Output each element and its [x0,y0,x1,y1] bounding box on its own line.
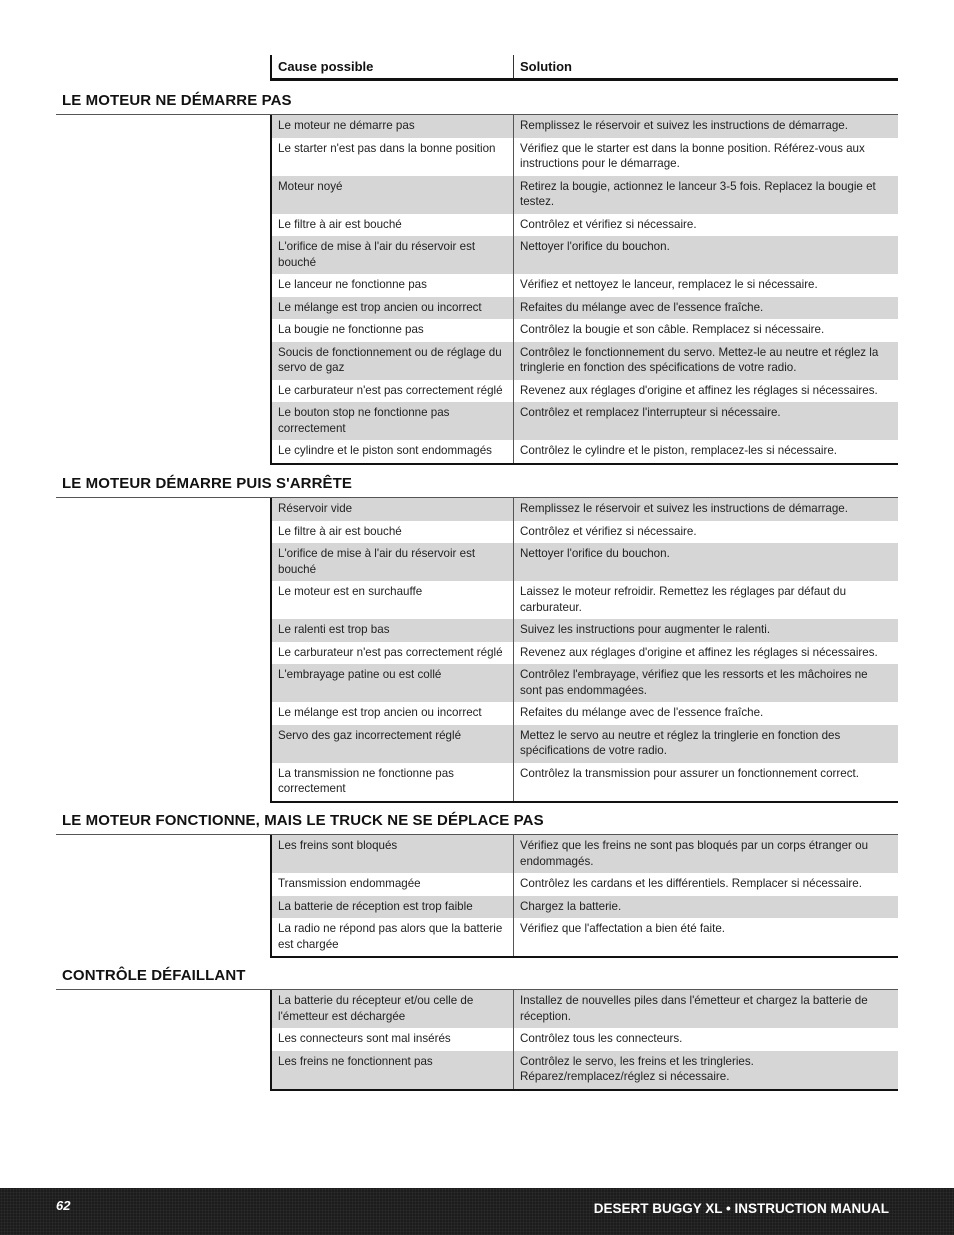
table-row [271,297,898,320]
solution-cell: Contrôlez tous les connecteurs. [514,1028,899,1051]
table-row [271,342,898,380]
section-title: LE MOTEUR FONCTIONNE, MAIS LE TRUCK NE SE DÉPLACE PAS [62,812,544,829]
solution-cell: Suivez les instructions pour augmenter le ralenti. [514,619,899,642]
solution-cell: Refaites du mélange avec de l'essence fraîche. [514,297,899,320]
solution-cell: Remplissez le réservoir et suivez les instructions de démarrage. [514,115,899,138]
solution-cell: Vérifiez que l'affectation a bien été faite. [514,918,899,957]
table-row [271,581,898,619]
table-row [271,543,898,581]
solution-column-label: Solution [520,59,572,74]
cause-cell: Le moteur est en surchauffe [271,581,514,619]
table-row [271,763,898,802]
solution-cell: Installez de nouvelles piles dans l'émetteur et chargez la batterie de réception. [514,990,899,1028]
table-row [271,440,898,464]
table-row [271,115,898,138]
cause-cell: La batterie de réception est trop faible [271,896,514,919]
cause-cell: La batterie du récepteur et/ou celle de l'émetteur est déchargée [271,990,514,1028]
cause-cell: Moteur noyé [271,176,514,214]
solution-cell: Mettez le servo au neutre et réglez la tringlerie en fonction des spécifications de votre radio. [514,725,899,763]
solution-cell: Contrôlez et remplacez l'interrupteur si nécessaire. [514,402,899,440]
table-row [271,702,898,725]
cause-cell: Transmission endommagée [271,873,514,896]
table-row [271,176,898,214]
solution-cell: Contrôlez la bougie et son câble. Remplacez si nécessaire. [514,319,899,342]
section-title: LE MOTEUR NE DÉMARRE PAS [62,92,292,109]
solution-cell: Contrôlez le servo, les freins et les tringleries. Réparez/remplacez/réglez si nécessaire. [514,1051,899,1090]
solution-cell: Nettoyer l'orifice du bouchon. [514,543,899,581]
table-row [271,236,898,274]
solution-cell: Nettoyer l'orifice du bouchon. [514,236,899,274]
solution-cell: Vérifiez que les freins ne sont pas bloqués par un corps étranger ou endommagés. [514,835,899,873]
table-row [271,873,898,896]
solution-cell: Chargez la batterie. [514,896,899,919]
table-row [271,918,898,957]
table-row [271,498,898,521]
table-row [271,896,898,919]
table-row [271,1051,898,1090]
solution-cell: Contrôlez la transmission pour assurer un fonctionnement correct. [514,763,899,802]
table-row [271,642,898,665]
section-title: LE MOTEUR DÉMARRE PUIS S'ARRÊTE [62,475,353,492]
page-number: 62 [56,1198,71,1213]
troubleshooting-table [270,115,898,465]
solution-cell: Revenez aux réglages d'origine et affinez les réglages si nécessaires. [514,380,899,403]
solution-cell: Remplissez le réservoir et suivez les instructions de démarrage. [514,498,899,521]
cause-column-header [272,55,513,78]
table-row [271,274,898,297]
cause-cell: L'orifice de mise à l'air du réservoir est bouché [271,543,514,581]
solution-cell: Refaites du mélange avec de l'essence fraîche. [514,702,899,725]
troubleshooting-table [270,990,898,1091]
solution-column-header [513,55,898,78]
section-title: CONTRÔLE DÉFAILLANT [62,967,246,984]
table-row [271,214,898,237]
table-row [271,619,898,642]
table-row [271,319,898,342]
solution-cell: Laissez le moteur refroidir. Remettez les réglages par défaut du carburateur. [514,581,899,619]
solution-cell: Vérifiez que le starter est dans la bonne position. Référez-vous aux instructions pour le démarrage. [514,138,899,176]
solution-cell: Contrôlez et vérifiez si nécessaire. [514,521,899,544]
cause-cell: Servo des gaz incorrectement réglé [271,725,514,763]
cause-cell: Le mélange est trop ancien ou incorrect [271,702,514,725]
cause-cell: Le ralenti est trop bas [271,619,514,642]
cause-cell: Le moteur ne démarre pas [271,115,514,138]
solution-cell: Contrôlez et vérifiez si nécessaire. [514,214,899,237]
cause-cell: Le bouton stop ne fonctionne pas correctement [271,402,514,440]
cause-cell: Réservoir vide [271,498,514,521]
cause-cell: La radio ne répond pas alors que la batterie est chargée [271,918,514,957]
solution-cell: Contrôlez l'embrayage, vérifiez que les ressorts et les mâchoires ne sont pas endommagées. [514,664,899,702]
solution-cell: Contrôlez le fonctionnement du servo. Mettez-le au neutre et réglez la tringlerie en fonction des spécifications de votre radio. [514,342,899,380]
cause-column-label: Cause possible [278,59,374,74]
cause-cell: L'embrayage patine ou est collé [271,664,514,702]
table-row [271,380,898,403]
cause-cell: Les freins sont bloqués [271,835,514,873]
column-header [270,55,898,81]
solution-cell: Vérifiez et nettoyez le lanceur, remplacez le si nécessaire. [514,274,899,297]
table-row [271,664,898,702]
table-row [271,521,898,544]
table-row [271,990,898,1028]
table-row [271,835,898,873]
cause-cell: Les freins ne fonctionnent pas [271,1051,514,1090]
cause-cell: Le carburateur n'est pas correctement réglé [271,642,514,665]
cause-cell: Le cylindre et le piston sont endommagés [271,440,514,464]
manual-title: DESERT BUGGY XL • INSTRUCTION MANUAL [593,1201,889,1216]
solution-cell: Revenez aux réglages d'origine et affinez les réglages si nécessaires. [514,642,899,665]
solution-cell: Contrôlez les cardans et les différentiels. Remplacer si nécessaire. [514,873,899,896]
table-row [271,1028,898,1051]
cause-cell: Le lanceur ne fonctionne pas [271,274,514,297]
solution-cell: Retirez la bougie, actionnez le lanceur 3-5 fois. Replacez la bougie et testez. [514,176,899,214]
table-row [271,138,898,176]
cause-cell: Le carburateur n'est pas correctement réglé [271,380,514,403]
solution-cell: Contrôlez le cylindre et le piston, remplacez-les si nécessaire. [514,440,899,464]
cause-cell: Soucis de fonctionnement ou de réglage du servo de gaz [271,342,514,380]
cause-cell: Les connecteurs sont mal insérés [271,1028,514,1051]
table-row [271,402,898,440]
table-row [271,725,898,763]
cause-cell: La transmission ne fonctionne pas correctement [271,763,514,802]
cause-cell: La bougie ne fonctionne pas [271,319,514,342]
cause-cell: Le mélange est trop ancien ou incorrect [271,297,514,320]
cause-cell: Le filtre à air est bouché [271,214,514,237]
cause-cell: Le starter n'est pas dans la bonne position [271,138,514,176]
cause-cell: Le filtre à air est bouché [271,521,514,544]
cause-cell: L'orifice de mise à l'air du réservoir est bouché [271,236,514,274]
troubleshooting-table [270,498,898,803]
troubleshooting-table [270,835,898,958]
page-footer [0,1188,954,1235]
